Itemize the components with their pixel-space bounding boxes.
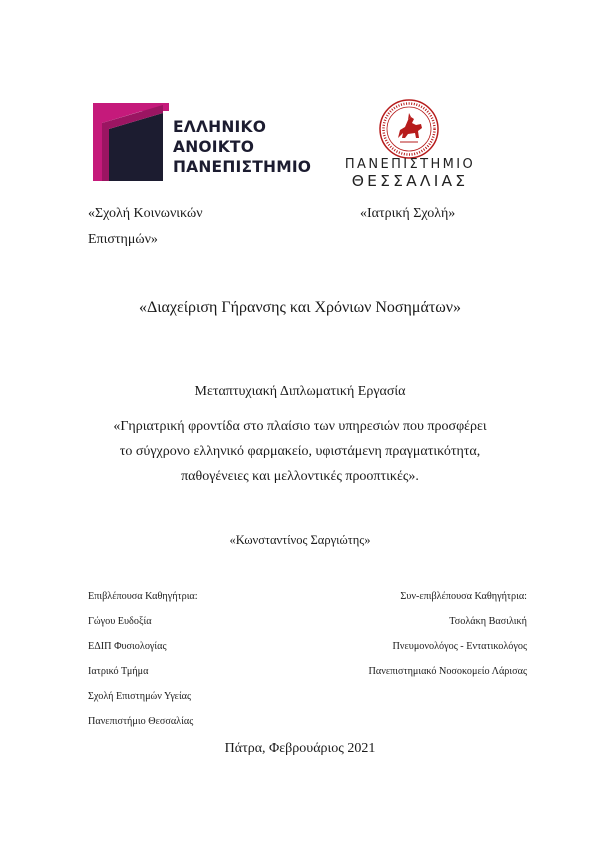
school-left-line1: «Σχολή Κοινωνικών	[88, 206, 203, 221]
co-supervisor-line: Πνευμονολόγος - Εντατικολόγος	[392, 641, 527, 652]
supervisor-line: Σχολή Επιστημών Υγείας	[88, 691, 192, 702]
eap-emblem-icon	[93, 103, 169, 181]
supervisor-name: Γώγου Ευδοξία	[88, 616, 152, 627]
eap-logo-line2: ΑΝΟΙΚΤΟ	[173, 138, 255, 156]
author-name: «Κωνσταντίνος Σαργιώτης»	[229, 533, 371, 547]
thesis-title-line1: «Γηριατρική φροντίδα στο πλαίσιο των υπηρεσιών που προσφέρει	[113, 419, 487, 434]
school-left-line2: Επιστημών»	[88, 232, 158, 247]
eap-logo-line1: ΕΛΛΗΝΙΚΟ	[173, 118, 267, 136]
uth-logo	[340, 98, 480, 193]
supervisor-line: Ιατρικό Τμήμα	[88, 666, 149, 677]
school-right: «Ιατρική Σχολή»	[360, 206, 456, 221]
supervisor-line: Πανεπιστήμιο Θεσσαλίας	[88, 716, 194, 727]
co-supervisor-line: Πανεπιστημιακό Νοσοκομείο Λάρισας	[368, 666, 527, 677]
uth-logo-line2: ΘΕΣΣΑΛΙΑΣ	[351, 172, 469, 190]
co-supervisor-heading: Συν-επιβλέπουσα Καθηγήτρια:	[400, 591, 527, 602]
thesis-title-line2: το σύγχρονο ελληνικό φαρμακείο, υφιστάμενη πραγματικότητα,	[119, 444, 481, 459]
co-supervisor-name: Τσολάκη Βασιλική	[449, 616, 527, 627]
eap-logo-line3: ΠΑΝΕΠΙΣΤΗΜΙΟ	[173, 158, 312, 176]
university-emblem-icon	[378, 98, 440, 160]
supervisor-heading: Επιβλέπουσα Καθηγήτρια:	[88, 591, 198, 602]
supervisor-line: ΕΔΙΠ Φυσιολογίας	[88, 641, 167, 652]
thesis-type: Μεταπτυχιακή Διπλωματική Εργασία	[194, 384, 406, 399]
uth-logo-line1: ΠΑΝΕΠΙΣΤΗΜΙΟ	[344, 157, 476, 172]
place-date: Πάτρα, Φεβρουάριος 2021	[224, 741, 376, 756]
thesis-title-line3: παθογένειες και μελλοντικές προοπτικές».	[181, 469, 419, 484]
eap-logo	[93, 103, 312, 181]
program-title: «Διαχείριση Γήρανσης και Χρόνιων Νοσημάτων»	[138, 299, 462, 316]
